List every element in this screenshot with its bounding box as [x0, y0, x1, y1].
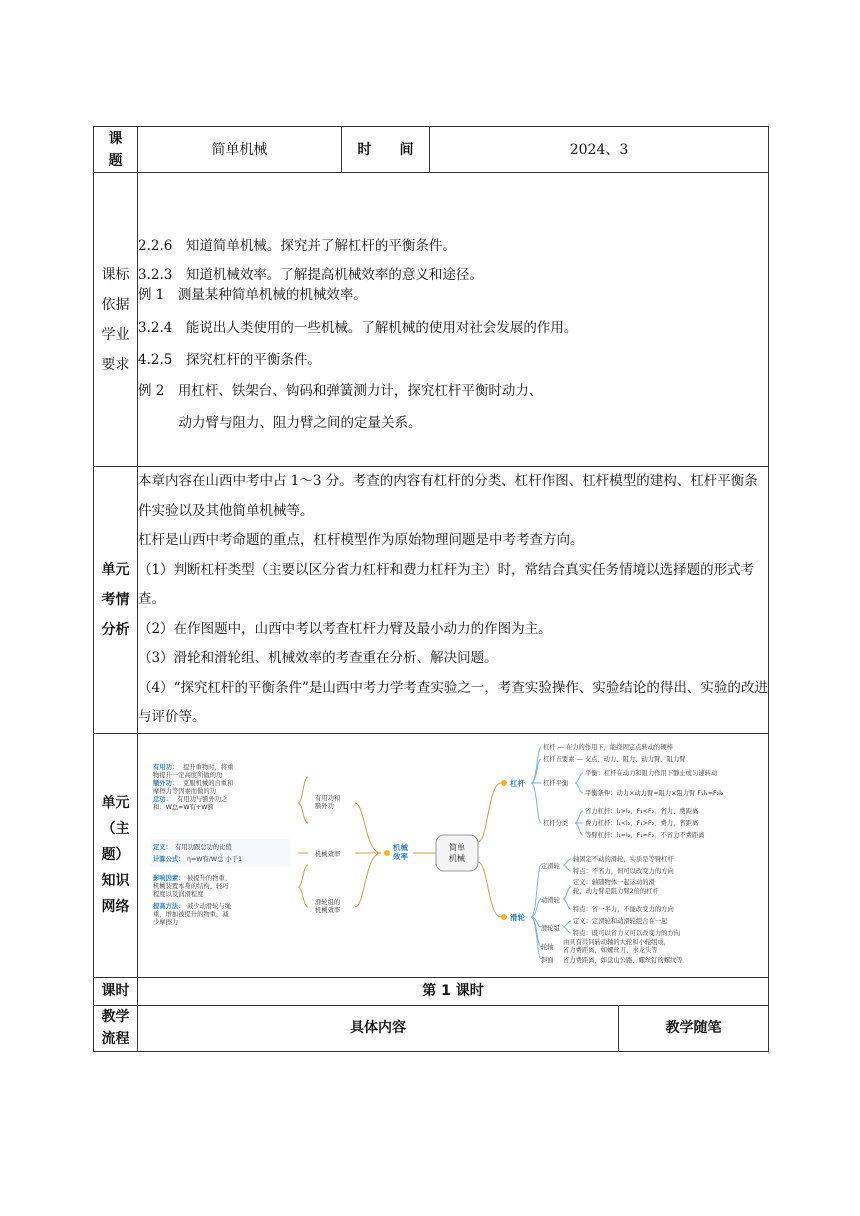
useful-work-text: 物提升一定高度所做的功	[153, 772, 223, 779]
knowledge-network-cell	[138, 733, 769, 977]
standard-line: 4.2.5 探究杠杆的平衡条件。	[138, 351, 321, 368]
improve-text: 重，增加被提升的物重，减	[153, 911, 229, 918]
lever-class-detail: 等臂杠杆：l₁=l₂，F₁=F₂，不省力不费距离	[585, 832, 705, 839]
center-node-label: 简单	[449, 843, 465, 852]
standard-line: 2.2.6 知道简单机械。探究并了解杠杆的平衡条件。	[138, 237, 456, 254]
efficiency-node-label: 效率	[393, 852, 408, 861]
efficiency-branch: 额外功	[315, 803, 334, 810]
useful-work-key: 有用功：	[153, 764, 179, 771]
analysis-content	[138, 467, 769, 734]
movable-pulley-detail: 特点：省一半力，不能改变力的方向	[573, 906, 674, 913]
total-work-text: 有用功与额外功之	[177, 796, 228, 803]
total-work-text: 和：W总=W有+W额	[153, 804, 214, 811]
lever-class-detail: 省力杠杆：l₁>l₂，F₁<F₂，省力、费距离	[585, 808, 699, 815]
efficiency-branch: 机械效率	[315, 907, 341, 914]
analysis-paragraph: 本章内容在山西中考中占 1～3 分。考查的内容有杠杆的分类、杠杆作图、杠杆模型的建构、杠杆平衡条件实验以及其他简单机械等。	[138, 473, 758, 519]
lightbulb-icon	[384, 850, 390, 856]
period-row	[94, 977, 769, 1005]
center-node	[436, 835, 478, 871]
axle-detail: 省力费距离，如螺丝刀、水龙头等	[563, 947, 658, 954]
flow-content-header: 具体内容	[138, 1005, 619, 1051]
lever-balance-detail: 平衡：杠杆在动力和阻力作用下静止或匀速转动	[585, 770, 718, 777]
topic-value: 简单机械	[138, 127, 342, 173]
standards-label: 课标 依据 学业 要求	[94, 173, 138, 467]
analysis-row	[94, 467, 769, 734]
lever-class-detail: 费力杠杆：l₁<l₂，F₁>F₂，费力，省距离	[585, 820, 699, 827]
efficiency-def-key: 定义：	[153, 844, 172, 851]
analysis-paragraph: （1）判断杠杆类型（主要以区分省力杠杆和费力杠杆为主）时，常结合真实任务情境以选择题的形式考查。	[138, 561, 755, 607]
topic-row	[94, 127, 769, 173]
incline-label: 斜面	[541, 957, 554, 964]
analysis-paragraph: （3）滑轮和滑轮组、机械效率的考查重在分析、解决问题。	[138, 650, 498, 666]
axle-detail: 由具有共同转动轴的大轮和小轮组成，	[563, 939, 671, 946]
movable-pulley-label: 动滑轮	[541, 897, 560, 904]
extra-work-text: 摩擦力等因素而做的功	[153, 788, 216, 795]
standard-line: 3.2.4 能说出人类使用的一些机械。了解机械的使用对社会发展的作用。	[138, 319, 578, 336]
movable-pulley-detail: 轮，动力臂是阻力臂2倍的杠杆	[573, 888, 659, 895]
time-value: 2024、3	[430, 127, 769, 173]
formula-text: η=W有/W总 小于1	[187, 856, 243, 863]
analysis-label: 单元 考情 分析	[94, 467, 138, 734]
pulley-node-label: 滑轮	[510, 913, 525, 922]
flow-row	[94, 1005, 769, 1051]
topic-label: 课 题	[94, 127, 138, 173]
efficiency-branch: 有用功和	[315, 795, 341, 802]
network-label: 单元 （主 题） 知识 网络	[94, 733, 138, 977]
fixed-pulley-detail: 特点：不省力，但可以改变力的方向	[573, 868, 674, 875]
pulley-group-label: 滑轮组	[541, 925, 560, 932]
lever-class-label: 杠杆分类	[543, 820, 569, 827]
extra-work-key: 额外功：	[153, 780, 179, 787]
factor-text: 被提升的物重、	[187, 875, 232, 882]
flow-notes-header: 教学随笔	[619, 1005, 769, 1051]
efficiency-node-label: 机械	[393, 843, 408, 852]
fixed-pulley-detail: 轴固定不动的滑轮，实质是等臂杠杆	[573, 856, 674, 863]
lever-elements: 杠杆五要素 — 支点、动力、阻力、动力臂、阻力臂	[543, 756, 686, 763]
lightbulb-icon	[501, 914, 507, 920]
lever-def: 杠杆 — 在力的作用下，能绕固定点转动的硬棒	[543, 744, 673, 751]
axle-label: 轮轴	[541, 944, 554, 951]
incline-detail: 省力费距离，如盘山公路、螺丝钉的螺纹等	[563, 957, 683, 964]
factor-text: 程度以及润滑程度	[153, 891, 204, 898]
fixed-pulley-label: 定滑轮	[541, 863, 560, 870]
lever-balance-label: 杠杆平衡	[543, 780, 569, 787]
standards-row	[94, 173, 769, 467]
standard-line: 3.2.3 知道机械效率。了解提高机械效率的意义和途径。	[138, 266, 483, 283]
analysis-paragraph: （4）“探究杠杆的平衡条件”是山西中考力学考查实验之一，考查实验操作、实验结论的得出、实验的改进与评价等。	[138, 679, 768, 725]
formula-key: 计算公式：	[153, 856, 185, 863]
factor-text: 机械装置本身的结构、轻巧	[153, 883, 229, 890]
efficiency-def-text: 有用功跟总功的比值	[175, 844, 232, 851]
lever-balance-detail: 平衡条件：动力×动力臂=阻力×阻力臂 F₁l₁=F₂l₂	[585, 790, 724, 797]
period-label: 课时	[94, 977, 138, 1005]
standard-line: 例 2 用杠杆、铁架台、钩码和弹簧测力计，探究杠杆平衡时动力、	[138, 382, 543, 399]
analysis-paragraph: 杠杆是山西中考命题的重点，杠杆模型作为原始物理问题是中考考查方向。	[138, 532, 584, 548]
center-node-label: 机械	[449, 854, 465, 863]
period-value: 第 1 课时	[138, 977, 769, 1005]
time-label: 时 间	[342, 127, 430, 173]
movable-pulley-detail: 定义：轴随物体一起运动的滑	[573, 879, 655, 886]
factor-key: 影响因素：	[153, 875, 185, 882]
improve-key: 提高方法：	[153, 903, 185, 910]
lightbulb-icon	[501, 780, 507, 786]
total-work-key: 总功：	[153, 796, 172, 803]
standards-content	[138, 173, 769, 467]
knowledge-mindmap	[143, 737, 763, 973]
improve-text: 减少动滑轮与绳	[187, 903, 232, 910]
lesson-plan-table	[93, 126, 769, 1052]
useful-work-text: 提升重物时，将重	[183, 764, 234, 771]
extra-work-text: 克服机械的自重和	[183, 780, 234, 787]
lever-node-label: 杠杆	[510, 779, 525, 788]
pulley-group-detail: 定义：定滑轮和动滑轮组合在一起	[573, 918, 668, 925]
network-row	[94, 733, 769, 977]
standard-line: 例 1 测量某种简单机械的机械效率。	[138, 286, 367, 303]
efficiency-branch: 滑轮组的	[315, 899, 341, 906]
pulley-group-detail: 特点：既可以省力又可以改变力的方向	[573, 930, 681, 937]
flow-label: 教学 流程	[94, 1005, 138, 1051]
analysis-paragraph: （2）在作图题中，山西中考以考查杠杆力臂及最小动力的作图为主。	[138, 620, 552, 637]
standard-line: 动力臂与阻力、阻力臂之间的定量关系。	[138, 414, 422, 431]
improve-text: 少摩擦力	[153, 919, 179, 926]
efficiency-branch: 机械效率	[315, 851, 341, 858]
